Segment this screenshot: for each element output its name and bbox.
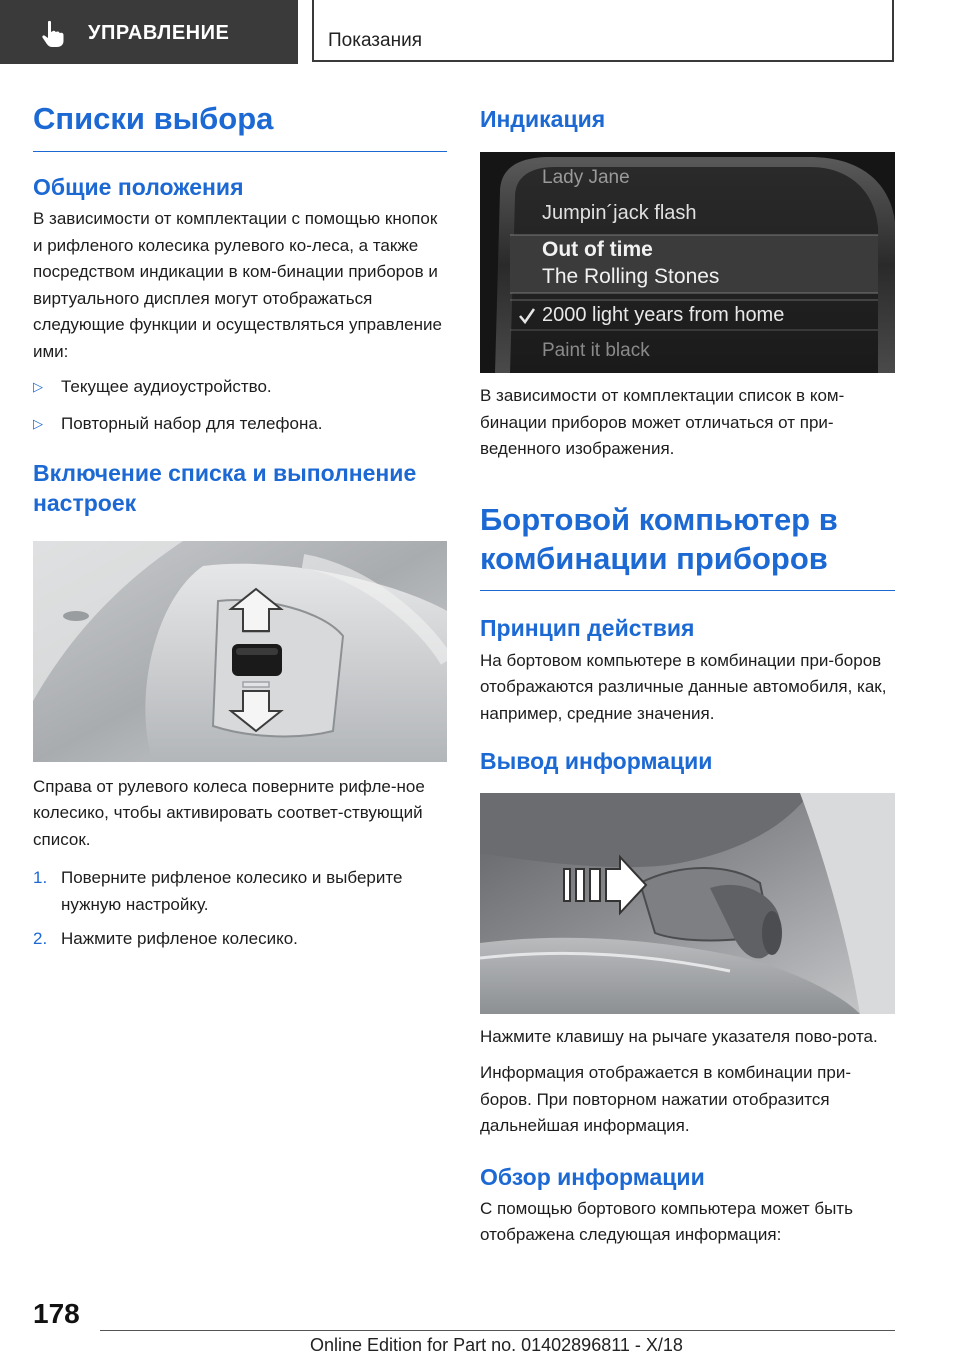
activate-paragraph: Справа от рулевого колеса поверните рифле-ное колесико, чтобы активировать соответ-ствующий список. <box>33 776 425 849</box>
screen-item: Out of time <box>542 238 653 262</box>
indication-heading: Индикация <box>480 106 606 132</box>
instrument-display-image <box>480 152 895 373</box>
chapter-box <box>312 0 894 62</box>
bullet-item <box>33 411 447 438</box>
step-item <box>33 865 447 918</box>
principle-paragraph: На бортовом компьютере в комбинации при-боров отображаются различные данные автомобиля, как, например, средние значения. <box>480 650 887 723</box>
overview-heading: Обзор информации <box>480 1163 705 1190</box>
activate-heading: Включение списка и выполнение настроек <box>33 460 417 517</box>
triangle-bullet-icon: ▷ <box>33 415 43 431</box>
footer-edition: Online Edition for Part no. 01402896811 - X/18 <box>310 1335 683 1355</box>
page-title: Списки выбора <box>33 100 447 152</box>
screen-item: The Rolling Stones <box>542 265 720 289</box>
step-text: Поверните рифленое колесико и выберите нужную настройку. <box>61 868 403 914</box>
screen-item-selected: 2000 light years from home <box>542 304 785 327</box>
bullet-text: Повторный набор для телефона. <box>61 413 323 433</box>
triangle-bullet-icon: ▷ <box>33 379 43 395</box>
footer-divider <box>100 1330 895 1331</box>
output-heading: Вывод информации <box>480 748 713 775</box>
bullet-item <box>33 374 447 401</box>
page-number: 178 <box>33 1298 80 1329</box>
screen-item: Jumpin´jack flash <box>542 202 697 225</box>
left-column <box>33 100 447 953</box>
step-text: Нажмите рифленое колесико. <box>61 929 298 949</box>
screen-item: Lady Jane <box>542 167 630 189</box>
section-label: УПРАВЛЕНИЕ <box>88 22 230 44</box>
chapter-title: Показания <box>328 30 422 51</box>
general-paragraph: В зависимости от комплектации с помощью кнопок и рифленого колесика рулевого ко-леса, а также посредством индикации в ком-бинации приборов и виртуального дисплея могут отображаться следующие функции и осуществляться управление ими: <box>33 209 442 361</box>
indication-paragraph: В зависимости от комплектации список в ком-бинации приборов может отличаться от при-веденного изображения. <box>480 386 845 459</box>
step-number: 2. <box>33 929 48 949</box>
step-number: 1. <box>33 868 48 888</box>
output-paragraph-1: Нажмите клавишу на рычаге указателя пово-рота. <box>480 1026 878 1046</box>
section-tab <box>0 0 298 64</box>
general-heading: Общие положения <box>33 173 244 200</box>
principle-heading: Принцип действия <box>480 615 695 642</box>
turn-signal-lever-image <box>480 793 895 1014</box>
bullet-text: Текущее аудиоустройство. <box>61 377 272 397</box>
hand-icon <box>40 20 66 48</box>
output-paragraph-2: Информация отображается в комбинации при-боров. При повторном нажатии отобразится дальнейшая информация. <box>480 1063 852 1136</box>
steering-wheel-image <box>33 541 447 762</box>
step-item <box>33 926 447 953</box>
right-column <box>480 100 895 1249</box>
overview-paragraph: С помощью бортового компьютера может быть отображена следующая информация: <box>480 1198 853 1245</box>
screen-item: Paint it black <box>542 340 650 362</box>
computer-title: Бортовой компьютер в комбинации приборов <box>480 501 895 592</box>
